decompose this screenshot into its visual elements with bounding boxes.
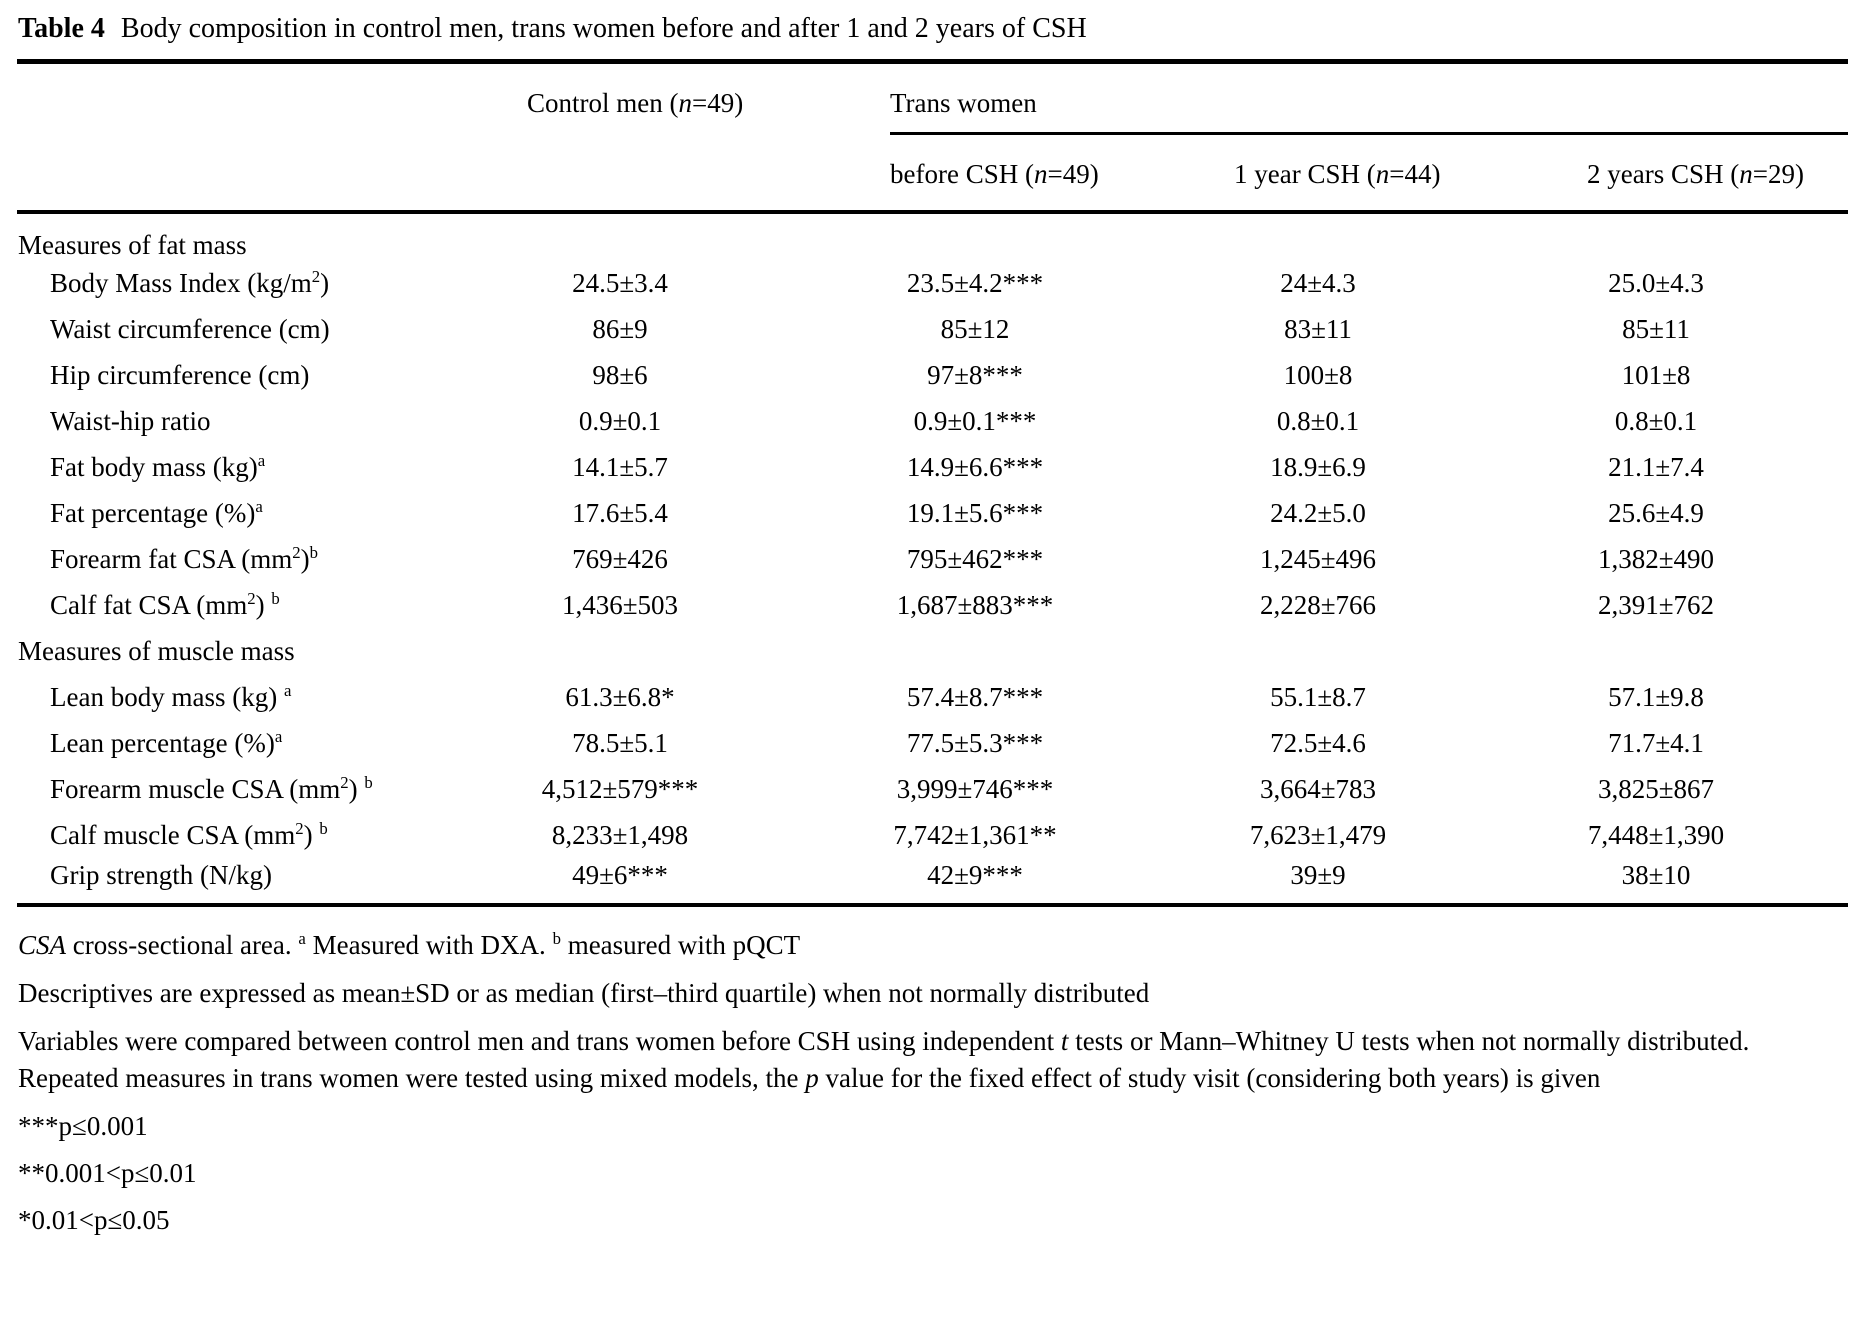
value-cell: 2,391±762 [1597,590,1715,620]
row-label: Grip strength (N/kg) [50,860,272,890]
value-cell: 1,436±503 [561,590,679,620]
value-cell: 3,664±783 [1259,774,1377,804]
col-header-before-csh: before CSH (n=49) [890,159,1099,189]
value-cell: 0.9±0.1*** [913,406,1037,436]
col-header-trans-women-group [825,62,1848,140]
table-row-forearm-fat-csa [17,537,1848,583]
row-label: Hip circumference (cm) [50,360,310,390]
value-cell: 0.8±0.1 [1276,406,1360,436]
table-footnotes [17,907,1848,1239]
value-cell: 14.9±6.6*** [906,452,1044,482]
value-cell: 85±11 [1622,314,1690,344]
row-label: Forearm muscle CSA $(mm^2)$ $^b$ [50,773,373,804]
value-cell: 0.8±0.1 [1614,406,1698,436]
value-cell: 7,623±1,479 [1249,820,1387,850]
row-label: Fat percentage (%)$^a$ [50,497,263,528]
table-row-bmi [17,261,1848,307]
header-spacer-cell [17,62,495,212]
table-row-grip-strength [17,859,1848,905]
value-cell: 14.1±5.7 [572,452,668,482]
value-cell: 57.4±8.7*** [906,682,1044,712]
value-cell: 3,825±867 [1597,774,1715,804]
value-cell: 86±9 [592,314,648,344]
value-cell: 98±6 [592,360,648,390]
value-cell: 769±426 [572,544,668,574]
row-label: Calf fat CSA $(mm^2)$ $^b$ [50,589,280,620]
footnote-statistics: Variables were compared between control men and trans women before CSH using independent t tests or Mann–Whitney U tests when not normally distributed. Repeated measures in trans women were tested using mixed models, the p value for the fixed effect of study visit (considering both years) is given [18,1025,1750,1093]
row-label: Lean body mass (kg) $^a$ [50,681,292,712]
col-header-1-year-csh: 1 year CSH (n=44) [1234,159,1441,189]
table-row-calf-muscle-csa [17,813,1848,859]
col-header-2-years-csh: 2 years CSH (n=29) [1587,159,1804,189]
table-row-waist-hip-ratio [17,399,1848,445]
row-label: Waist circumference (cm) [50,314,330,344]
table-caption-text: Body composition in control men, trans women before and after 1 and 2 years of CSH [120,13,1087,44]
col-header-control-men: Control men (n=49) [527,88,744,118]
value-cell: 100±8 [1283,360,1353,390]
table-caption-number: Table 4 [18,13,105,44]
row-label: Fat body mass (kg)$^a$ [50,451,266,482]
table-row-hip-circumference [17,353,1848,399]
row-label: Calf muscle CSA $(mm^2)$ $^b$ [50,819,328,850]
row-label: Body Mass Index $(kg/m^2)$ [50,267,330,298]
section-header-row-muscle-mass [17,629,1848,675]
value-cell: 38±10 [1621,860,1691,890]
value-cell: 8,233±1,498 [551,820,689,850]
table-row-lean-percentage [17,721,1848,767]
value-cell: 25.6±4.9 [1608,498,1704,528]
value-cell: 97±8*** [927,360,1023,390]
table-caption [17,10,1848,59]
value-cell: 795±462*** [906,544,1044,574]
footnote-significance-3-stars: ***p≤0.001 [18,1110,148,1141]
table-row-waist-circumference [17,307,1848,353]
value-cell: 24.2±5.0 [1270,498,1366,528]
table-row-fat-percentage [17,491,1848,537]
table-body [17,212,1848,905]
value-cell: 78.5±5.1 [572,728,668,758]
value-cell: 2,228±766 [1259,590,1377,620]
row-label: Forearm fat CSA $(mm^2)^b$ [50,543,318,574]
value-cell: 17.6±5.4 [572,498,668,528]
value-cell: 24±4.3 [1280,268,1356,298]
section-header-label: Measures of muscle mass [18,636,295,666]
value-cell: 7,448±1,390 [1587,820,1725,850]
row-label: Waist-hip ratio [50,406,211,436]
value-cell: 85±12 [940,314,1010,344]
value-cell: 72.5±4.6 [1270,728,1366,758]
table-row-calf-fat-csa [17,583,1848,629]
table-row-lean-body-mass [17,675,1848,721]
table-row-forearm-muscle-csa [17,767,1848,813]
value-cell: 1,382±490 [1597,544,1715,574]
body-composition-table [17,59,1848,907]
col-header-trans-women-label: Trans women [890,88,1848,135]
value-cell: 23.5±4.2*** [906,268,1044,298]
value-cell: 71.7±4.1 [1608,728,1704,758]
value-cell: 1,245±496 [1259,544,1377,574]
footnote-significance-1-star: *0.01<p≤0.05 [18,1204,170,1235]
value-cell: 55.1±8.7 [1270,682,1366,712]
row-label: Lean percentage (%)$^a$ [50,727,283,758]
value-cell: 25.0±4.3 [1608,268,1704,298]
section-header-row-fat-mass [17,212,1848,261]
value-cell: 61.3±6.8* [565,682,675,712]
value-cell: 0.9±0.1 [578,406,662,436]
value-cell: 3,999±746*** [896,774,1054,804]
value-cell: 1,687±883*** [896,590,1054,620]
footnote-significance-2-stars: **0.001<p≤0.01 [18,1157,197,1188]
value-cell: 24.5±3.4 [572,268,668,298]
value-cell: 19.1±5.6*** [906,498,1044,528]
table-row-fat-body-mass [17,445,1848,491]
value-cell: 42±9*** [927,860,1023,890]
header-row-top [17,62,1848,140]
section-header-label: Measures of fat mass [18,229,247,260]
table-header [17,62,1848,212]
value-cell: 83±11 [1284,314,1352,344]
value-cell: 57.1±9.8 [1608,682,1704,712]
value-cell: 101±8 [1621,360,1691,390]
value-cell: 49±6*** [572,860,668,890]
value-cell: 39±9 [1290,860,1346,890]
footnote-abbreviations: CSA cross-sectional area. $^a$ Measured with DXA. $^b$ measured with pQCT [18,928,801,960]
footnote-descriptives: Descriptives are expressed as mean±SD or as median (first–third quartile) when not normally distributed [18,977,1150,1008]
value-cell: 18.9±6.9 [1270,452,1366,482]
value-cell: 77.5±5.3*** [906,728,1044,758]
value-cell: 7,742±1,361** [893,820,1057,850]
value-cell: 21.1±7.4 [1608,452,1704,482]
value-cell: 4,512±579*** [541,774,699,804]
